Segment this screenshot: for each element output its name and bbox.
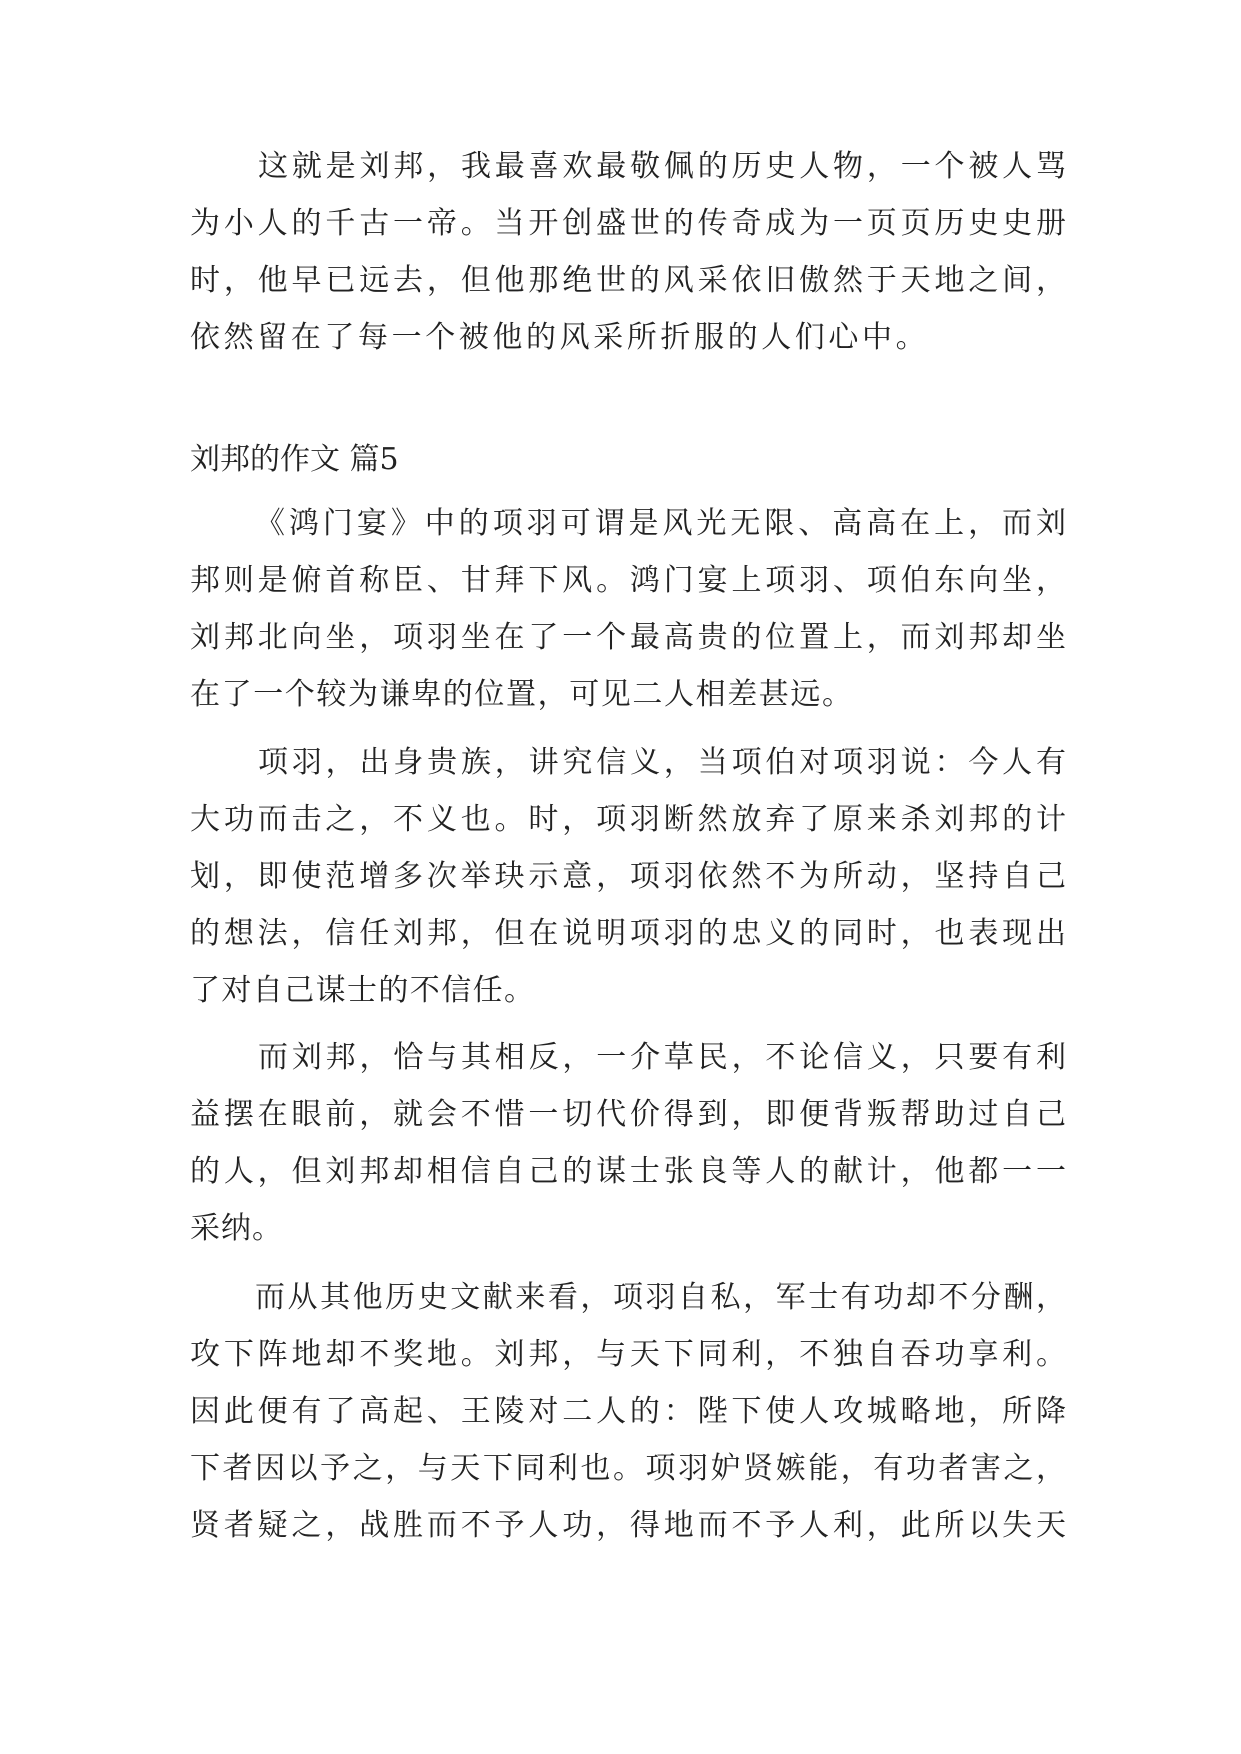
- paragraph-line: 的想法，信任刘邦，但在说明项羽的忠义的同时，也表现出: [190, 916, 1066, 951]
- paragraph-line: 大功而击之，不义也。时，项羽断然放弃了原来杀刘邦的计: [190, 802, 1066, 837]
- paragraph-line: 《鸿门宴》中的项羽可谓是风光无限、高高在上，而刘: [255, 506, 1066, 541]
- paragraph-line: 在了一个较为谦卑的位置，可见二人相差甚远。: [190, 677, 854, 712]
- paragraph-line: 邦则是俯首称臣、甘拜下风。鸿门宴上项羽、项伯东向坐，: [190, 563, 1066, 598]
- paragraph-line: 时，他早已远去，但他那绝世的风采依旧傲然于天地之间，: [190, 263, 1066, 298]
- section-title: 刘邦的作文 篇5: [190, 442, 399, 477]
- paragraph-line: 项羽，出身贵族，讲究信义，当项伯对项羽说：今人有: [258, 745, 1066, 780]
- paragraph-line: 贤者疑之，战胜而不予人功，得地而不予人利，此所以失天: [190, 1508, 1066, 1543]
- paragraph-line: 这就是刘邦，我最喜欢最敬佩的历史人物，一个被人骂: [258, 149, 1066, 184]
- paragraph-line: 为小人的千古一帝。当开创盛世的传奇成为一页页历史史册: [190, 206, 1066, 241]
- paragraph-line: 采纳。: [190, 1211, 283, 1246]
- paragraph-line: 因此便有了高起、王陵对二人的：陛下使人攻城略地，所降: [190, 1394, 1066, 1429]
- paragraph-line: 而刘邦，恰与其相反，一介草民，不论信义，只要有利: [258, 1040, 1066, 1075]
- paragraph-line: 刘邦北向坐，项羽坐在了一个最高贵的位置上，而刘邦却坐: [190, 620, 1066, 655]
- paragraph-line: 下者因以予之，与天下同利也。项羽妒贤嫉能，有功者害之，: [190, 1451, 1066, 1486]
- paragraph-line: 划，即使范增多次举玦示意，项羽依然不为所动，坚持自己: [190, 859, 1066, 894]
- paragraph-line: 益摆在眼前，就会不惜一切代价得到，即便背叛帮助过自己: [190, 1097, 1066, 1132]
- paragraph-line: 了对自己谋士的不信任。: [190, 973, 536, 1008]
- paragraph-line: 依然留在了每一个被他的风采所折服的人们心中。: [190, 320, 930, 355]
- paragraph-line: 而从其他历史文献来看，项羽自私，军士有功却不分酬，: [255, 1280, 1066, 1315]
- paragraph-line: 的人，但刘邦却相信自己的谋士张良等人的献计，他都一一: [190, 1154, 1066, 1189]
- paragraph-line: 攻下阵地却不奖地。刘邦，与天下同利，不独自吞功享利。: [190, 1337, 1066, 1372]
